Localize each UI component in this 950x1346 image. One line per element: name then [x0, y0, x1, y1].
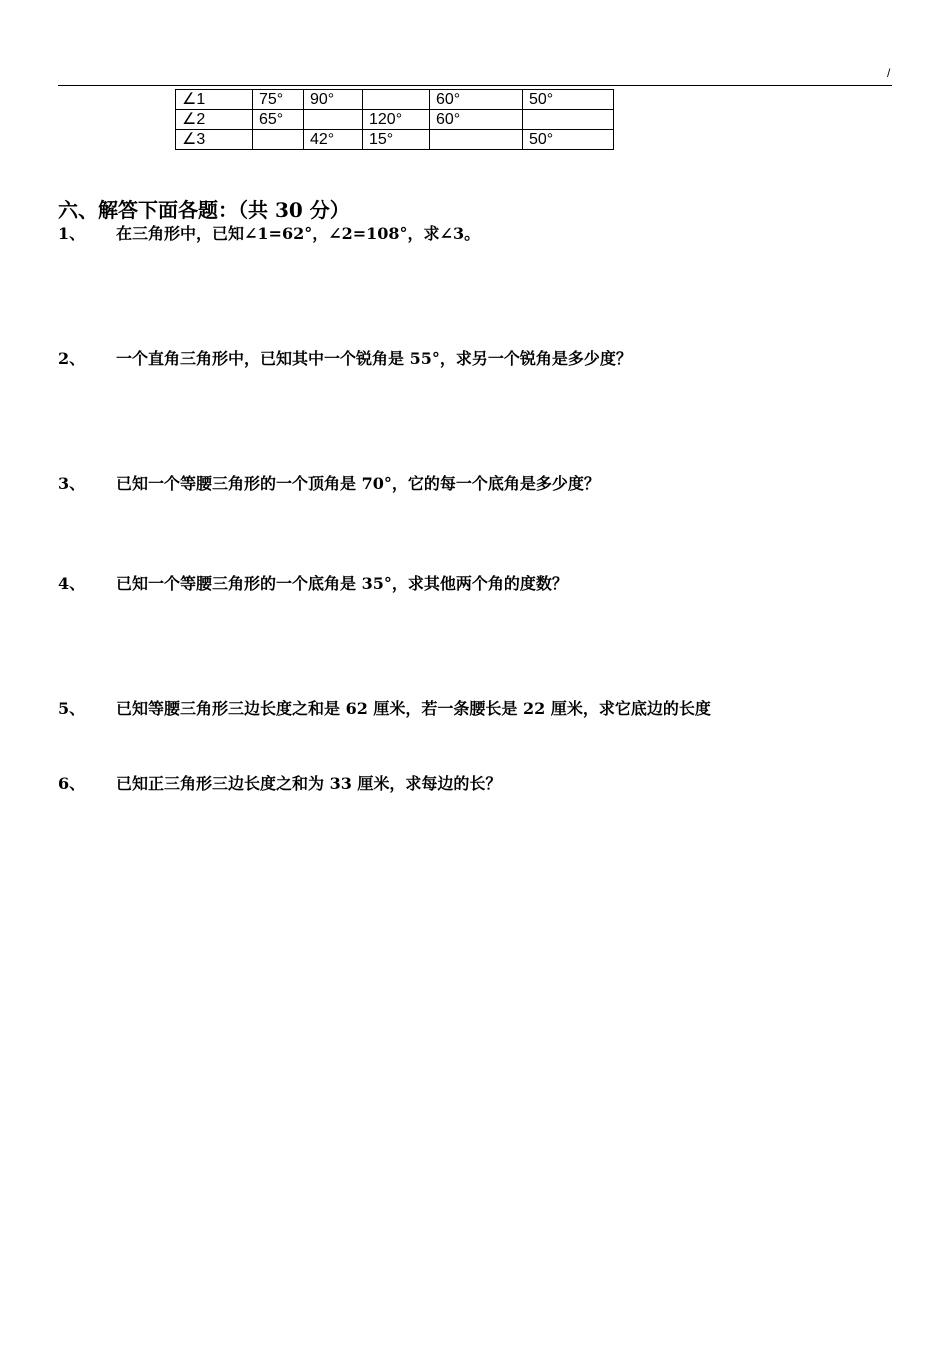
question-text: 已知正三角形三边长度之和为 33 厘米，求每边的长？ — [116, 774, 502, 793]
question-text: 已知一个等腰三角形的一个底角是 35°，求其他两个角的度数？ — [116, 574, 568, 593]
header-mark: / — [887, 66, 891, 80]
question-text: 已知等腰三角形三边长度之和是 62 厘米，若一条腰长是 22 厘米，求它底边的长度 — [116, 699, 711, 718]
question-1 — [58, 221, 480, 244]
table-cell: 42° — [304, 130, 363, 150]
table-cell — [304, 110, 363, 130]
table-cell: 75° — [253, 90, 304, 110]
question-number: 1、 — [58, 224, 86, 243]
question-number: 3、 — [58, 474, 86, 493]
table-cell: 60° — [430, 90, 523, 110]
table-row — [176, 130, 614, 150]
table-cell: 50° — [523, 90, 614, 110]
table-cell — [430, 130, 523, 150]
table-cell: ∠3 — [176, 130, 253, 150]
table-row — [176, 90, 614, 110]
table-cell: 60° — [430, 110, 523, 130]
table-cell: 50° — [523, 130, 614, 150]
question-3 — [58, 471, 600, 494]
question-2 — [58, 346, 632, 369]
table-cell: 15° — [363, 130, 430, 150]
question-number: 5、 — [58, 699, 86, 718]
table-cell: ∠2 — [176, 110, 253, 130]
table-cell — [253, 130, 304, 150]
table-row — [176, 110, 614, 130]
question-number: 2、 — [58, 349, 86, 368]
table-cell — [363, 90, 430, 110]
question-text: 在三角形中，已知∠1=62°，∠2=108°，求∠3。 — [116, 224, 481, 243]
table-cell: 65° — [253, 110, 304, 130]
question-text: 已知一个等腰三角形的一个顶角是 70°，它的每一个底角是多少度？ — [116, 474, 600, 493]
question-4 — [58, 571, 568, 594]
table-cell: 120° — [363, 110, 430, 130]
question-5 — [58, 696, 711, 719]
table-cell — [523, 110, 614, 130]
angle-table — [175, 89, 614, 150]
table-cell: 90° — [304, 90, 363, 110]
question-number: 4、 — [58, 574, 86, 593]
question-6 — [58, 771, 501, 794]
section-title: 六、解答下面各题：（共 30 分） — [58, 198, 350, 222]
header-rule — [58, 85, 892, 86]
question-text: 一个直角三角形中，已知其中一个锐角是 55°，求另一个锐角是多少度？ — [116, 349, 632, 368]
question-number: 6、 — [58, 774, 86, 793]
table-cell: ∠1 — [176, 90, 253, 110]
